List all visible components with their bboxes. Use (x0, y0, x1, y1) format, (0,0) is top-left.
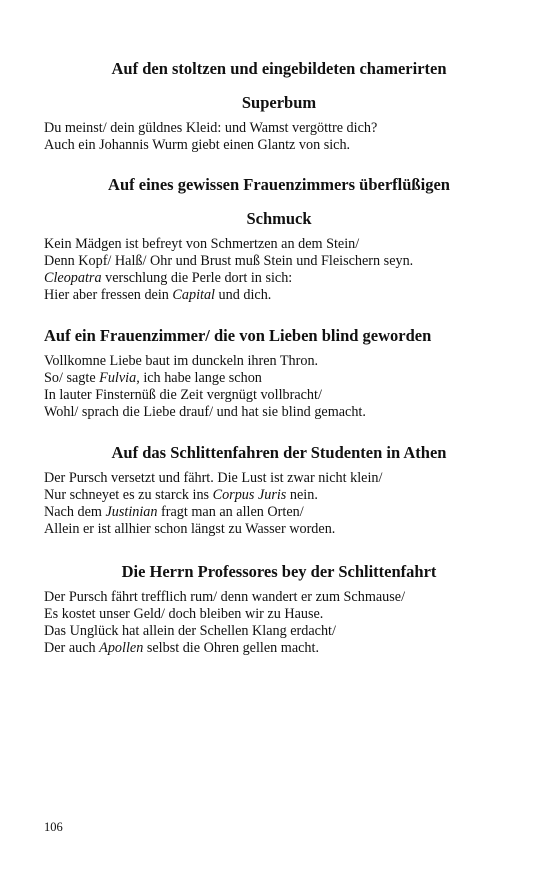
verse-text: So/ sagte (44, 370, 100, 386)
verse-text: Der Pursch fährt trefflich rum/ denn wandert er zum Schmause/ (44, 589, 406, 605)
verse-line (44, 353, 514, 370)
verse-text: Auch ein Johannis Wurm giebt einen Glantz von sich. (44, 137, 351, 153)
poem-body (44, 589, 514, 657)
verse-text: Es kostet unser Geld/ doch bleiben wir zu Hause. (44, 606, 324, 622)
verse-line (44, 137, 514, 154)
poem-4 (44, 436, 514, 538)
verse-italic-text: Corpus Juris (212, 487, 287, 503)
poem-title-line: Auf eines gewissen Frauenzimmers überflüßigen (108, 175, 450, 194)
page-number: 106 (44, 820, 63, 834)
poem-3 (44, 319, 514, 421)
poem-1 (44, 52, 514, 154)
poem-title-line: Die Herrn Professores bey der Schlittenfahrt (121, 562, 437, 581)
poem-title-line: Auf ein Frauenzimmer/ die von Lieben blind geworden (44, 326, 432, 345)
verse-line (44, 120, 514, 137)
poem-title-line: Auf den stoltzen und eingebildeten chamerirten (111, 59, 447, 78)
poem-body (44, 353, 514, 421)
poem-5 (44, 555, 514, 657)
verse-text: Das Unglück hat allein der Schellen Klang erdacht/ (44, 623, 336, 639)
poem-title (44, 436, 514, 470)
verse-line (44, 606, 514, 623)
verse-text: Wohl/ sprach die Liebe drauf/ und hat sie blind gemacht. (44, 404, 366, 420)
poem-title-line: Auf das Schlittenfahren der Studenten in Athen (111, 443, 447, 462)
verse-line (44, 487, 514, 504)
poem-body (44, 120, 514, 154)
verse-line (44, 236, 514, 253)
verse-text: Der Pursch versetzt und fährt. Die Lust ist zwar nicht klein/ (44, 470, 383, 486)
verse-text: Allein er ist allhier schon längst zu Wasser worden. (44, 521, 336, 537)
verse-text: Der auch (44, 640, 100, 656)
poem-title (44, 319, 514, 353)
verse-line (44, 370, 514, 387)
verse-text: Nach dem (44, 504, 106, 520)
verse-line (44, 640, 514, 657)
poem-title (44, 52, 514, 120)
verse-line (44, 623, 514, 640)
verse-text: Du meinst/ dein güldnes Kleid: und Wamst vergöttre dich? (44, 120, 378, 136)
verse-text: In lauter Finsternüß die Zeit vergnügt vollbracht/ (44, 387, 322, 403)
verse-line (44, 287, 514, 304)
verse-line (44, 387, 514, 404)
verse-italic-text: Justinian (105, 504, 158, 520)
verse-text: verschlung die Perle dort in sich: (101, 270, 293, 286)
verse-italic-text: Capital (172, 287, 215, 303)
verse-text: , ich habe lange schon (136, 370, 262, 386)
verse-text: nein. (286, 487, 318, 503)
poem-body (44, 470, 514, 538)
verse-line (44, 504, 514, 521)
verse-italic-text: Fulvia (99, 370, 137, 386)
verse-text: und dich. (215, 287, 272, 303)
verse-line (44, 404, 514, 421)
verse-text: Denn Kopf/ Halß/ Ohr und Brust muß Stein und Fleischern seyn. (44, 253, 414, 269)
poem-2 (44, 168, 514, 304)
verse-text: selbst die Ohren gellen macht. (143, 640, 320, 656)
verse-text: fragt man an allen Orten/ (157, 504, 304, 520)
verse-text: Nur schneyet es zu starck ins (44, 487, 213, 503)
verse-italic-text: Apollen (99, 640, 144, 656)
poem-title-line: Schmuck (246, 209, 312, 228)
poem-title (44, 168, 514, 236)
verse-line (44, 270, 514, 287)
verse-text: Vollkomne Liebe baut im dunckeln ihren Thron. (44, 353, 319, 369)
verse-line (44, 253, 514, 270)
verse-line (44, 521, 514, 538)
verse-line (44, 470, 514, 487)
poem-title-line: Superbum (241, 93, 317, 112)
poem-title (44, 555, 514, 589)
verse-italic-text: Cleopatra (44, 270, 102, 286)
verse-line (44, 589, 514, 606)
verse-text: Hier aber fressen dein (44, 287, 173, 303)
verse-text: Kein Mädgen ist befreyt von Schmertzen an dem Stein/ (44, 236, 360, 252)
poem-body (44, 236, 514, 304)
